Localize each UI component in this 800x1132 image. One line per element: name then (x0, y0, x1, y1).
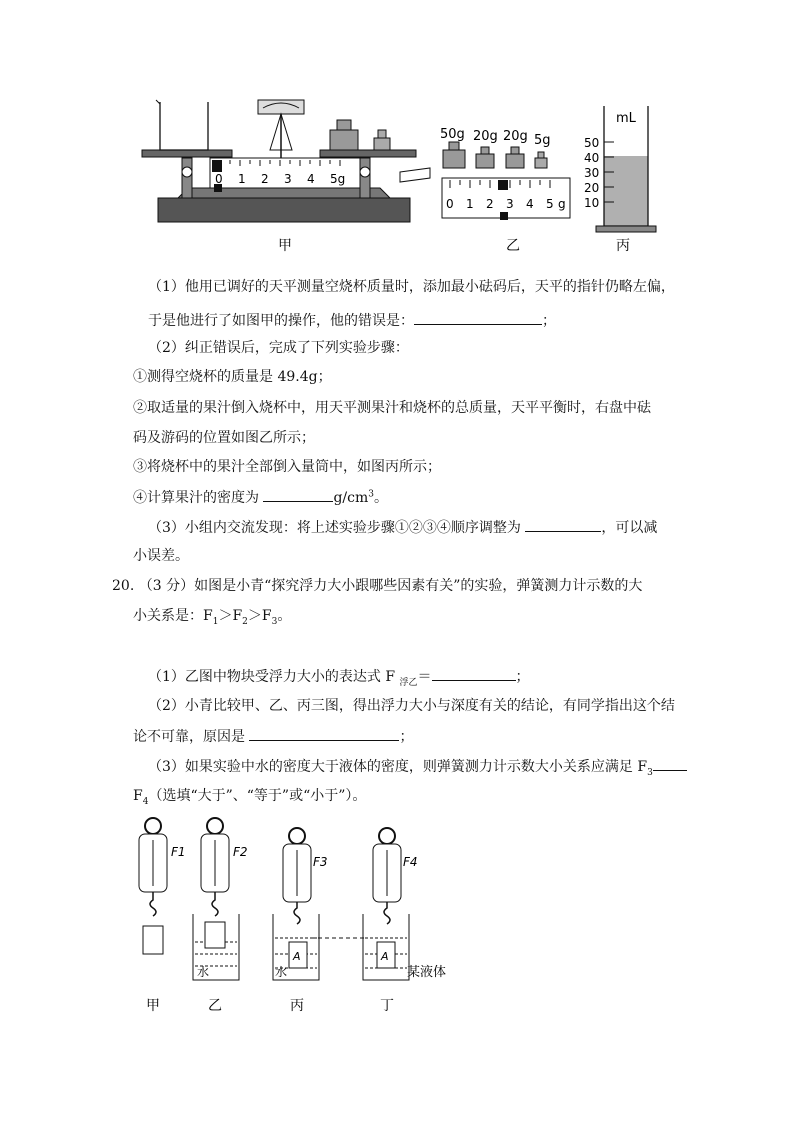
q20-part3-line2: $F_4$（选填“大于”、“等于”或“小于”）。 (133, 788, 367, 807)
figure-caption: 丙 (616, 238, 630, 254)
balance-ruler-label: 2 (261, 172, 269, 186)
balance-ruler-label: 0 (215, 172, 223, 186)
force-label: F4 (403, 855, 418, 869)
rider-ruler-label: g (558, 197, 566, 211)
q20-part1: （1）乙图中物块受浮力大小的表达式 F $_{浮乙}$＝ ； (148, 666, 530, 687)
weight-label: 50g (440, 127, 465, 142)
force-label: F1 (171, 845, 186, 859)
figure-caption: 乙 (506, 238, 520, 254)
block-label: A (381, 950, 389, 963)
q20-part2-line2: 论不可靠，原因是 ； (133, 726, 413, 747)
weight-label: 5g (534, 133, 551, 148)
answer-blank[interactable] (525, 517, 601, 532)
cylinder-tick-label: 50 (584, 136, 600, 150)
q20-part2-line1: （2）小青比较甲、乙、丙三图，得出浮力大小与深度有关的结论，有同学指出这个结 (148, 698, 675, 714)
spring-scale-yi (193, 818, 239, 980)
cylinder-tick-label: 20 (584, 181, 600, 195)
figure-caption: 甲 (146, 998, 160, 1014)
rider-ruler-label: 5 (546, 197, 554, 211)
figure-caption: 乙 (208, 998, 222, 1014)
balance-figure (130, 92, 670, 262)
answer-blank[interactable] (414, 310, 542, 325)
spring-scale-figure (125, 814, 465, 1020)
q19-step2-line2: 码及游码的位置如图乙所示； (133, 430, 315, 446)
figure-caption: 丁 (380, 998, 394, 1014)
q20-part3-line1: （3）如果实验中水的密度大于液体的密度，则弹簧测力计示数大小关系应满足 $F_3$ (148, 756, 687, 777)
q19-step2-line1: ②取适量的果汁倒入烧杯中，用天平测果汁和烧杯的总质量，天平平衡时，右盘中砝 (133, 400, 651, 416)
q20-intro-line1: 20. （3 分）如图是小青“探究浮力大小跟哪些因素有关”的实验，弹簧测力计示数的大 (112, 578, 643, 594)
balance-ruler-label: 3 (284, 172, 292, 186)
cylinder-unit: mL (616, 111, 636, 126)
figure-caption: 甲 (278, 238, 292, 254)
answer-blank[interactable] (653, 756, 687, 771)
force-label: F2 (233, 845, 248, 859)
water-label: 水 (197, 965, 210, 979)
answer-blank[interactable] (249, 726, 399, 741)
cylinder-tick-label: 40 (584, 151, 600, 165)
rider-ruler-label: 1 (466, 197, 474, 211)
weight-label: 20g (503, 129, 528, 144)
weight-label: 20g (473, 129, 498, 144)
figure-caption: 丙 (290, 998, 304, 1014)
cylinder-tick-label: 10 (584, 196, 600, 210)
q19-part3-line2: 小误差。 (133, 548, 189, 564)
liquid-label: 某液体 (407, 965, 447, 980)
rider-ruler-label: 4 (526, 197, 534, 211)
water-label: 水 (275, 965, 288, 979)
balance-ruler-label: 1 (238, 172, 246, 186)
rider-ruler-label: 3 (506, 197, 514, 211)
balance-ruler-label: 5g (330, 172, 346, 186)
q19-part1-line1: （1）他用已调好的天平测量空烧杯质量时，添加最小砝码后，天平的指针仍略左偏， (148, 279, 675, 295)
force-label: F3 (313, 855, 328, 869)
q19-part1-line2: 于是他进行了如图甲的操作，他的错误是： ； (148, 310, 556, 331)
weights-illustration (443, 142, 547, 168)
q19-part2: （2）纠正错误后，完成了下列实验步骤： (148, 340, 409, 356)
q19-step3: ③将烧杯中的果汁全部倒入量筒中，如图丙所示； (133, 459, 441, 475)
spring-scale-jia (139, 818, 167, 954)
cylinder-tick-label: 30 (584, 166, 600, 180)
answer-blank[interactable] (432, 666, 516, 681)
q19-step4: ④计算果汁的密度为 $g/cm^3$。 (133, 487, 388, 508)
q19-step1: ①测得空烧杯的质量是 49.4g； (133, 369, 332, 385)
q19-part3-line1: （3）小组内交流发现：将上述实验步骤①②③④顺序调整为 ，可以减 (148, 517, 657, 538)
balance-ruler-label: 4 (307, 172, 315, 186)
q20-intro-line2: 小关系是：$F_1>F_2>F_3$。 (133, 608, 292, 627)
question-number: 20. (112, 578, 135, 594)
answer-blank[interactable] (263, 487, 333, 502)
block-label: A (293, 950, 301, 963)
rider-ruler-label: 0 (446, 197, 454, 211)
rider-ruler-label: 2 (486, 197, 494, 211)
balance-illustration (142, 100, 430, 222)
